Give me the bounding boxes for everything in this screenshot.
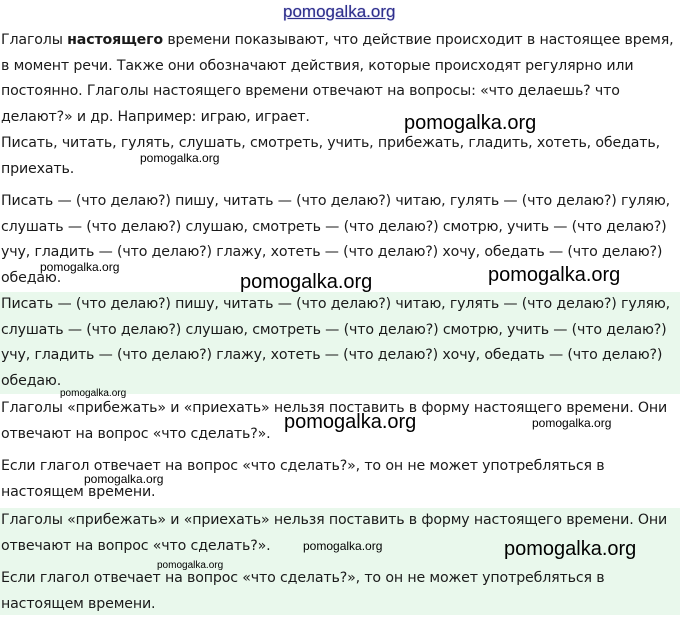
bold-term: настоящего	[67, 32, 163, 48]
watermark: pomogalka.org	[157, 560, 224, 571]
watermark-top: pomogalka.org	[283, 2, 396, 21]
watermark: pomogalka.org	[284, 411, 417, 433]
paragraph-exception-highlighted: Глаголы «прибежать» и «приехать» нельзя поставить в форму настоящего времени. Они отвечают на вопрос «что сделать?».	[1, 512, 668, 554]
paragraph-definition: Глаголы настоящего времени показывают, что действие происходит в настоящее время, в момент речи. Также они обозначают действия, которые происходят регулярно или постоянно. Глаголы настоящего времени отвечают на вопросы: «что делаешь? что делают?» и др. Например: играю, играет.	[1, 32, 674, 125]
watermark: pomogalka.org	[532, 416, 612, 430]
watermark: pomogalka.org	[40, 260, 120, 274]
paragraph-rule-highlighted: Если глагол отвечает на вопрос «что сделать?», то он не может употребляться в настоящем времени.	[1, 570, 605, 612]
watermark: pomogalka.org	[488, 264, 621, 286]
paragraph-answer: Писать — (что делаю?) пишу, читать — (что делаю?) читаю, гулять — (что делаю?) гуляю, слушать — (что делаю?) слушаю, смотреть — (что делаю?) смотрю, учить — (что делаю?) учу, гладить — (что делаю?) глажу, хотеть — (что делаю?) хочу, обедать — (что делаю?) обедаю.	[1, 193, 671, 286]
paragraph-exception: Глаголы «прибежать» и «приехать» нельзя поставить в форму настоящего времени. Они отвечают на вопрос «что сделать?».	[1, 400, 668, 442]
paragraph-word-list: Писать, читать, гулять, слушать, смотреть, учить, прибежать, гладить, хотеть, обедать, приехать.	[1, 135, 660, 177]
watermark: pomogalka.org	[240, 271, 373, 293]
watermark: pomogalka.org	[303, 539, 383, 553]
watermark: pomogalka.org	[404, 112, 537, 134]
paragraph-rule: Если глагол отвечает на вопрос «что сделать?», то он не может употребляться в настоящем времени.	[1, 458, 605, 500]
watermark: pomogalka.org	[140, 151, 220, 165]
watermark: pomogalka.org	[60, 388, 127, 399]
watermark: pomogalka.org	[84, 472, 164, 486]
paragraph-answer-highlighted: Писать — (что делаю?) пишу, читать — (что делаю?) читаю, гулять — (что делаю?) гуляю, слушать — (что делаю?) слушаю, смотреть — (что делаю?) смотрю, учить — (что делаю?) учу, гладить — (что делаю?) глажу, хотеть — (что делаю?) хочу, обедать — (что делаю?) обедаю.	[1, 296, 671, 389]
watermark: pomogalka.org	[504, 538, 637, 560]
